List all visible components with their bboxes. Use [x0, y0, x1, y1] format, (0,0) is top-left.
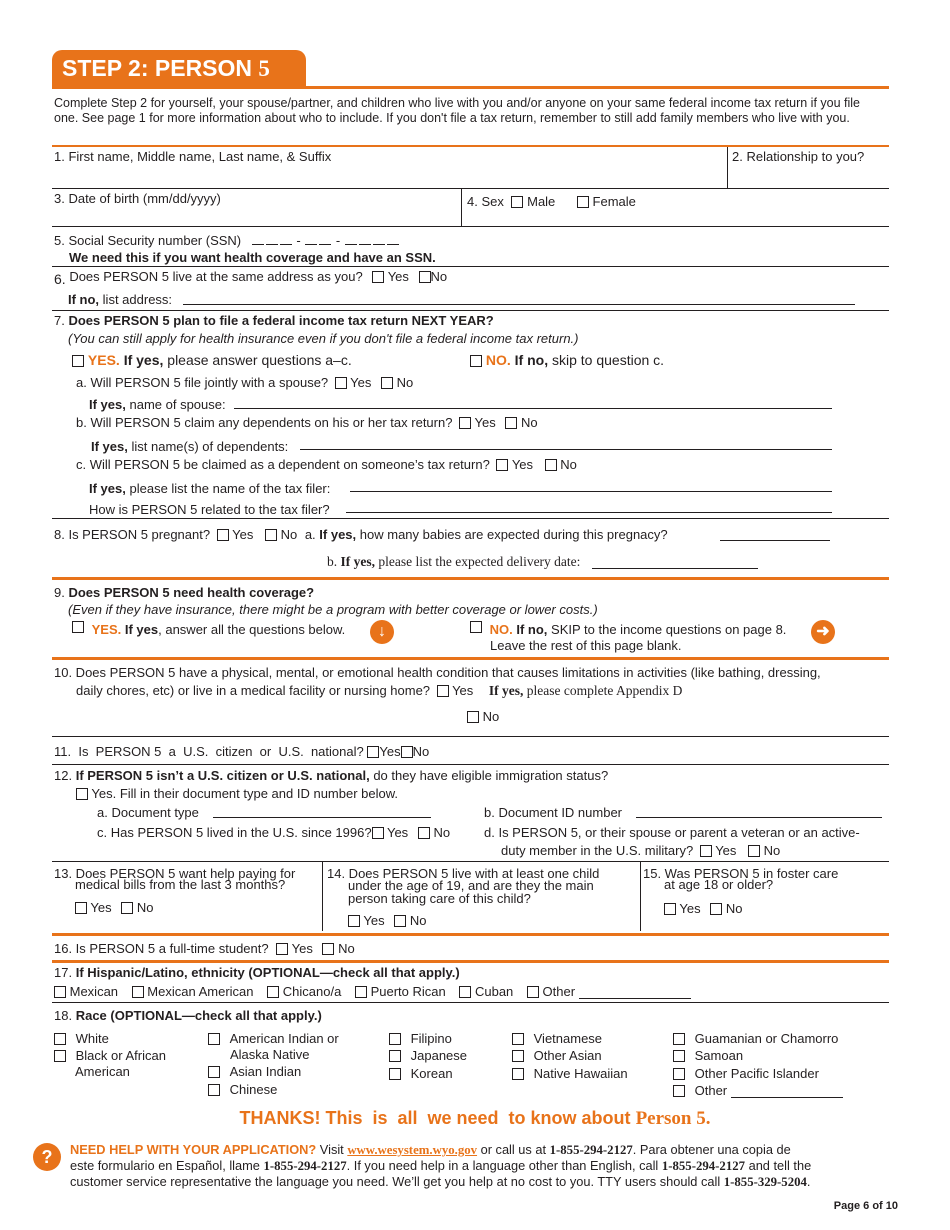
header-rule: [52, 86, 889, 89]
q7-yes-if: If yes,: [123, 352, 164, 368]
q18-other-asian-label: Other Asian: [533, 1048, 602, 1063]
q12d-no-label: No: [763, 843, 781, 858]
step-title-text: STEP 2: PERSON: [62, 55, 253, 81]
q18-korean-row: [389, 1066, 453, 1081]
q4-label: 4. Sex: [467, 194, 504, 209]
q7c-yes-label: Yes: [511, 457, 534, 472]
q14-line3: person taking care of this child?: [348, 891, 531, 906]
q7a-label: a. Will PERSON 5 file jointly with a spouse?: [76, 375, 329, 390]
q9-yes-row: [72, 621, 345, 637]
q18-chinese-label: Chinese: [229, 1082, 278, 1097]
q14-q15-divider: [640, 861, 641, 931]
q10-note-rest: please complete Appendix D: [526, 683, 683, 698]
q17-mexican-checkbox[interactable]: [54, 986, 66, 998]
q9-sub: (Even if they have insurance, there might be a program with better coverage or lower costs.): [68, 602, 598, 617]
q18-chinese-checkbox[interactable]: [208, 1084, 220, 1096]
q17-opt-mexican-american: Mexican American: [147, 984, 254, 999]
q2-input[interactable]: [729, 166, 889, 188]
help-question-icon: ?: [33, 1143, 61, 1171]
q12-yes-row: [76, 786, 398, 801]
q8-label: 8. Is PERSON 5 pregnant?: [54, 527, 211, 542]
q9-label: Does PERSON 5 need health coverage?: [68, 585, 315, 600]
arrow-down-icon: ↓: [370, 620, 394, 644]
q3-label: 3. Date of birth (mm/dd/yyyy): [54, 191, 221, 206]
q4-female-checkbox[interactable]: [577, 196, 589, 208]
q15-options: [664, 901, 742, 916]
q1-input[interactable]: [52, 166, 726, 188]
help-phone-1: 1-855-294-2127: [549, 1143, 633, 1157]
q6-row: [54, 268, 448, 287]
q8b-rest: please list the expected delivery date:: [378, 554, 581, 569]
q6-yes-checkbox[interactable]: [372, 271, 384, 283]
q18-samoan-label: Samoan: [694, 1048, 744, 1063]
help-l2a: este formulario en Español, llame: [70, 1158, 260, 1173]
q7-yes-checkbox[interactable]: [72, 355, 84, 367]
q10-yes-label: Yes: [452, 683, 474, 698]
q13-q14-divider: [322, 861, 323, 931]
q8b-pre: b.: [327, 554, 338, 569]
q1-rule: [52, 188, 889, 189]
q11-rule: [52, 764, 889, 765]
q8b-row: [327, 554, 580, 570]
q12a-label: a. Document type: [97, 805, 199, 820]
q7-no-row: [470, 352, 664, 368]
q17-label: If Hispanic/Latino, ethnicity (OPTIONAL—check all that apply.): [75, 965, 460, 980]
q9-yes-word: YES.: [91, 622, 122, 637]
q8a-if: If yes,: [319, 527, 357, 542]
help-url-link[interactable]: www.wesystem.wyo.gov: [347, 1143, 478, 1157]
q12c-no-checkbox[interactable]: [418, 827, 430, 839]
q13-no-label: No: [136, 900, 154, 915]
q7-no-if: If no,: [514, 352, 549, 368]
q18-other-label: Other: [694, 1083, 728, 1098]
q15-line2: at age 18 or older?: [664, 877, 774, 892]
q12b-input[interactable]: [636, 805, 882, 818]
q7a-spouse-row: [89, 397, 226, 412]
q18-samoan-checkbox[interactable]: [673, 1050, 685, 1062]
help-tty: 1-855-329-5204: [723, 1175, 807, 1189]
q18-chinese-row: [208, 1082, 277, 1097]
q12-rule: [52, 861, 889, 862]
q7c-no-label: No: [560, 457, 577, 472]
q8a-rest: how many babies are expected during this pregnacy?: [359, 527, 668, 542]
q18-num: 18.: [54, 1008, 73, 1023]
q10-no-label: No: [482, 709, 500, 724]
q7c-yes-checkbox[interactable]: [496, 459, 508, 471]
q15-no-label: No: [725, 901, 743, 916]
q4-male-checkbox[interactable]: [511, 196, 523, 208]
q2-label: 2. Relationship to you?: [732, 149, 865, 164]
q15-rule: [52, 933, 889, 936]
q16-no-label: No: [338, 941, 355, 956]
q9-no-row: [470, 621, 786, 637]
q5-label: 5. Social Security number (SSN): [54, 233, 242, 248]
q7-no-rest: skip to question c.: [552, 352, 665, 368]
q18-other-checkbox[interactable]: [673, 1085, 685, 1097]
q18-samoan-row: [673, 1048, 743, 1063]
q12b-label: b. Document ID number: [484, 805, 623, 820]
q13-line1: 13. Does PERSON 5 want help paying for: [54, 866, 296, 881]
q18-korean-checkbox[interactable]: [389, 1068, 401, 1080]
step-header-title: [62, 55, 270, 82]
step-person-number: 5: [258, 56, 270, 81]
q18-aian-checkbox[interactable]: [208, 1033, 220, 1045]
intro-text: Complete Step 2 for yourself, your spouse/partner, and children who live with you and/or anyone on your same federal income tax return if you file one. See page 1 for more information about who to include. If you don't file a tax return, remember to still add family members who live with you.: [54, 96, 860, 125]
q18-filipino-row: [389, 1031, 452, 1046]
q9-num: 9.: [54, 585, 65, 600]
q7c-no-checkbox[interactable]: [545, 459, 557, 471]
q6-num: 6.: [54, 271, 66, 287]
q18-native-hawaiian-label: Native Hawaiian: [533, 1066, 628, 1081]
q18-asian-indian-row: [208, 1064, 301, 1079]
q12-yes-checkbox[interactable]: [76, 788, 88, 800]
q12a-input[interactable]: [213, 805, 431, 818]
q9-no-word: NO.: [489, 622, 513, 637]
q18-japanese-label: Japanese: [410, 1048, 468, 1063]
q4-row: [467, 194, 636, 209]
q18-filipino-checkbox[interactable]: [389, 1033, 401, 1045]
q13-options: [75, 900, 153, 915]
q7a-spouse-if: If yes,: [89, 397, 126, 412]
q18-label: Race (OPTIONAL—check all that apply.): [75, 1008, 322, 1023]
help-title: NEED HELP WITH YOUR APPLICATION?: [70, 1142, 317, 1157]
q7b-dep-row: [91, 439, 288, 454]
q16-no-checkbox[interactable]: [322, 943, 334, 955]
arrow-right-icon: ➜: [811, 620, 835, 644]
q9-rule: [52, 657, 889, 660]
q6-yes-label: Yes: [387, 269, 409, 284]
q6-address-row: [68, 292, 172, 307]
q11-row: [54, 744, 429, 759]
q8-rule: [52, 577, 889, 580]
q10-line1: 10. Does PERSON 5 have a physical, mental, or emotional health condition that causes limitations in activities (like bathing, dressing,: [54, 665, 821, 680]
q12d-line2-row: [501, 843, 780, 858]
q12-yes-label: Yes. Fill in their document type and ID number below.: [91, 786, 399, 801]
q16-row: [54, 941, 355, 956]
q17-row: [54, 965, 460, 980]
q17-opt-chicano: Chicano/a: [282, 984, 342, 999]
q18-vietnamese-label: Vietnamese: [533, 1031, 603, 1046]
q18-other-pacific-label: Other Pacific Islander: [694, 1066, 819, 1081]
q7-sub: (You can still apply for health insurance even if you don't file a federal income tax return.): [68, 331, 579, 346]
q7b-label: b. Will PERSON 5 claim any dependents on his or her tax return?: [76, 415, 453, 430]
help-text: [70, 1142, 890, 1190]
q14-line1: 14. Does PERSON 5 live with at least one child: [327, 866, 600, 881]
q12c-label: c. Has PERSON 5 lived in the U.S. since 1996?: [97, 825, 372, 840]
q13-yes-label: Yes: [90, 900, 112, 915]
q18-other-input[interactable]: [731, 1085, 843, 1098]
thanks-text: THANKS! This is all we need to know about: [239, 1108, 631, 1128]
thanks-message: [0, 1108, 950, 1130]
q9-yes-checkbox[interactable]: [72, 621, 84, 633]
q18-aian-label-2: Alaska Native: [230, 1047, 310, 1062]
q3-input[interactable]: [52, 208, 460, 226]
q7c-label: c. Will PERSON 5 be claimed as a dependent on someone’s tax return?: [76, 457, 490, 472]
q7-no-checkbox[interactable]: [470, 355, 482, 367]
q16-yes-label: Yes: [291, 941, 313, 956]
help-l2c: and tell the: [748, 1158, 812, 1173]
ssn-field[interactable]: - -: [251, 233, 400, 248]
q10-no-row: [467, 709, 499, 724]
thanks-person: Person 5.: [635, 1108, 711, 1129]
q6-no-checkbox[interactable]: [419, 271, 431, 283]
q10-note: [489, 683, 682, 698]
q12-num: 12.: [54, 768, 73, 783]
q7a-spouse-input[interactable]: [234, 395, 832, 409]
q7b-row: [76, 415, 538, 430]
q17-other-checkbox[interactable]: [527, 986, 539, 998]
q14-line2: under the age of 19, and are they the main: [348, 878, 594, 893]
q17-other-input[interactable]: [579, 986, 691, 999]
q6-label: Does PERSON 5 live at the same address as you?: [69, 269, 363, 284]
q18-japanese-row: [389, 1048, 467, 1063]
q7b-yes-checkbox[interactable]: [459, 417, 471, 429]
q7-rule: [52, 518, 889, 519]
q7c-filer-label: please list the name of the tax filer:: [129, 481, 331, 496]
q18-japanese-checkbox[interactable]: [389, 1050, 401, 1062]
q17-chicano-checkbox[interactable]: [267, 986, 279, 998]
q12d-line2: duty member in the U.S. military?: [501, 843, 694, 858]
q8-row: [54, 527, 668, 542]
q8b-input[interactable]: [592, 555, 758, 569]
q15-yes-checkbox[interactable]: [664, 903, 676, 915]
q15-line1: 15. Was PERSON 5 in foster care: [643, 866, 839, 881]
q18-aian-label: American Indian or: [229, 1031, 339, 1046]
q18-black-label-2: American: [75, 1064, 130, 1079]
q7c-related-label: How is PERSON 5 related to the tax filer?: [89, 502, 330, 517]
q18-black-label: Black or African: [75, 1048, 166, 1063]
q7-yes-word: YES.: [87, 352, 120, 368]
q18-aian-row: [208, 1031, 339, 1046]
q17-rule: [52, 1002, 889, 1003]
q17-opt-cuban: Cuban: [474, 984, 514, 999]
q18-vietnamese-row: [512, 1031, 602, 1046]
q14-yes-checkbox[interactable]: [348, 915, 360, 927]
q12-label-bold: If PERSON 5 isn’t a U.S. citizen or U.S. national,: [75, 768, 370, 783]
q18-native-hawaiian-checkbox[interactable]: [512, 1068, 524, 1080]
help-l2b: . If you need help in a language other than English, call: [346, 1158, 659, 1173]
q9-row: [54, 585, 314, 600]
q7-num: 7.: [54, 313, 65, 328]
q16-rule: [52, 960, 889, 963]
q9-yes-if: If yes: [124, 622, 159, 637]
q7c-filer-input[interactable]: [350, 478, 832, 492]
q17-mexican-american-checkbox[interactable]: [132, 986, 144, 998]
q6-list-label: list address:: [102, 292, 173, 307]
q11-no-checkbox[interactable]: [401, 746, 413, 758]
q17-cuban-checkbox[interactable]: [459, 986, 471, 998]
q14-options: [348, 913, 426, 928]
q8a-pre: a.: [304, 527, 316, 542]
q18-white-label: White: [75, 1031, 109, 1046]
q7a-yes-label: Yes: [350, 375, 372, 390]
q11-no-label: No: [412, 744, 430, 759]
q6-if-no: If no,: [68, 292, 100, 307]
q18-filipino-label: Filipino: [410, 1031, 452, 1046]
q17-num: 17.: [54, 965, 73, 980]
q7-label: Does PERSON 5 plan to file a federal income tax return NEXT YEAR?: [68, 313, 494, 328]
q18-asian-indian-label: Asian Indian: [229, 1064, 302, 1079]
q7a-row: [76, 375, 413, 390]
q13-line2: medical bills from the last 3 months?: [75, 877, 286, 892]
q12d-yes-checkbox[interactable]: [700, 845, 712, 857]
q5-row: [54, 233, 400, 248]
q12d-yes-label: Yes: [715, 843, 737, 858]
help-line-1: [70, 1142, 890, 1158]
q12c-yes-label: Yes: [386, 825, 409, 840]
q7a-no-label: No: [396, 375, 414, 390]
q17-opt-mexican: Mexican: [69, 984, 119, 999]
q13-no-checkbox[interactable]: [121, 902, 133, 914]
q12d-no-checkbox[interactable]: [748, 845, 760, 857]
q8b-if: If yes,: [340, 554, 375, 569]
q9-no-rest: SKIP to the income questions on page 8.: [551, 622, 787, 637]
q12c-row: [97, 825, 450, 840]
q7-row: [54, 313, 494, 328]
q18-other-row: [673, 1083, 843, 1098]
q7a-no-checkbox[interactable]: [381, 377, 393, 389]
q7a-spouse-label: name of spouse:: [129, 397, 226, 412]
q18-other-pacific-row: [673, 1066, 819, 1081]
q18-white-row: [54, 1031, 109, 1046]
q7b-yes-label: Yes: [474, 415, 496, 430]
q12-row: [54, 768, 608, 783]
q7-yes-rest: please answer questions a–c.: [167, 352, 352, 368]
q10-yes-checkbox[interactable]: [437, 685, 449, 697]
q9-yes-rest: , answer all the questions below.: [158, 622, 346, 637]
q3-q4-divider: [461, 188, 462, 226]
q15-yes-label: Yes: [679, 901, 701, 916]
q11-yes-label: Yes: [379, 744, 401, 759]
q12d-line1: d. Is PERSON 5, or their spouse or parent a veteran or an active-: [484, 825, 860, 840]
q5-note: We need this if you want health coverage and have an SSN.: [69, 250, 436, 265]
q16-yes-checkbox[interactable]: [276, 943, 288, 955]
q12c-yes-checkbox[interactable]: [372, 827, 384, 839]
q10-no-checkbox[interactable]: [467, 711, 479, 723]
q18-guamanian-checkbox[interactable]: [673, 1033, 685, 1045]
q7c-related-input[interactable]: [346, 499, 832, 513]
help-line-2: [70, 1158, 890, 1174]
help-line-3: [70, 1174, 890, 1190]
q13-yes-checkbox[interactable]: [75, 902, 87, 914]
q18-black-checkbox[interactable]: [54, 1050, 66, 1062]
q7-yes-row: [72, 352, 352, 368]
q7c-filer-row: [89, 481, 330, 496]
q18-other-pacific-checkbox[interactable]: [673, 1068, 685, 1080]
q7b-dep-if: If yes,: [91, 439, 128, 454]
q7a-yes-checkbox[interactable]: [335, 377, 347, 389]
q18-black-row: [54, 1048, 166, 1063]
q8a-input[interactable]: [720, 527, 830, 541]
q18-other-asian-checkbox[interactable]: [512, 1050, 524, 1062]
q12-label-rest: do they have eligible immigration status?: [373, 768, 609, 783]
q18-other-asian-row: [512, 1048, 602, 1063]
intro-rule: [52, 145, 889, 147]
q7b-dep-input[interactable]: [300, 436, 832, 450]
q12c-no-label: No: [433, 825, 451, 840]
help-call: or call us at: [480, 1142, 547, 1157]
q11-yes-checkbox[interactable]: [367, 746, 379, 758]
q8-no-label: No: [280, 527, 298, 542]
q7-no-word: NO.: [485, 352, 511, 368]
q4-female-label: Female: [592, 194, 636, 209]
q7b-no-label: No: [520, 415, 538, 430]
q8-no-checkbox[interactable]: [265, 529, 277, 541]
page-number: Page 6 of 10: [833, 1200, 898, 1212]
help-l3: customer service representative the language you need. We’ll get you help at no cost to you. TTY users should call: [70, 1174, 721, 1189]
q15-no-checkbox[interactable]: [710, 903, 722, 915]
q10-line2: daily chores, etc) or live in a medical facility or nursing home?: [76, 683, 431, 698]
q9-no-rest2: Leave the rest of this page blank.: [490, 638, 682, 653]
q4-male-label: Male: [527, 194, 556, 209]
q18-vietnamese-checkbox[interactable]: [512, 1033, 524, 1045]
help-dot: .: [806, 1174, 811, 1189]
q17-options: [54, 984, 691, 999]
q7c-row: [76, 457, 577, 472]
q9-no-checkbox[interactable]: [470, 621, 482, 633]
q10-line2-row: [76, 683, 682, 699]
q17-opt-other: Other: [542, 984, 576, 999]
q8-yes-checkbox[interactable]: [217, 529, 229, 541]
q14-no-label: No: [409, 913, 427, 928]
help-visit: Visit: [319, 1142, 344, 1157]
q11-label: 11. Is PERSON 5 a U.S. citizen or U.S. national?: [54, 744, 364, 759]
q1-q2-divider: [727, 147, 728, 189]
q18-native-hawaiian-row: [512, 1066, 628, 1081]
q16-label: 16. Is PERSON 5 a full-time student?: [54, 941, 269, 956]
q10-note-if: If yes,: [488, 683, 524, 698]
q3-rule: [52, 226, 889, 227]
q7b-no-checkbox[interactable]: [505, 417, 517, 429]
q14-yes-label: Yes: [363, 913, 385, 928]
q18-guamanian-row: [673, 1031, 838, 1046]
q5-rule: [52, 266, 889, 267]
q18-guamanian-label: Guamanian or Chamorro: [694, 1031, 839, 1046]
q18-asian-indian-checkbox[interactable]: [208, 1066, 220, 1078]
q18-korean-label: Korean: [410, 1066, 453, 1081]
q18-white-checkbox[interactable]: [54, 1033, 66, 1045]
q8-yes-label: Yes: [232, 527, 254, 542]
q9-no-if: If no,: [516, 622, 548, 637]
q17-puerto-rican-checkbox[interactable]: [355, 986, 367, 998]
help-phone-2: 1-855-294-2127: [263, 1159, 347, 1173]
q14-no-checkbox[interactable]: [394, 915, 406, 927]
help-l1-rest: . Para obtener una copia de: [632, 1142, 791, 1157]
help-phone-3: 1-855-294-2127: [661, 1159, 746, 1173]
q7b-dep-label: list name(s) of dependents:: [131, 439, 289, 454]
q17-opt-puerto-rican: Puerto Rican: [370, 984, 446, 999]
q7c-filer-if: If yes,: [89, 481, 126, 496]
q10-rule: [52, 736, 889, 737]
q18-row: [54, 1008, 322, 1023]
q1-label: 1. First name, Middle name, Last name, & Suffix: [54, 149, 332, 164]
q6-no-label: No: [430, 269, 448, 284]
q6-rule: [52, 310, 889, 311]
q6-address-input[interactable]: [183, 290, 855, 305]
